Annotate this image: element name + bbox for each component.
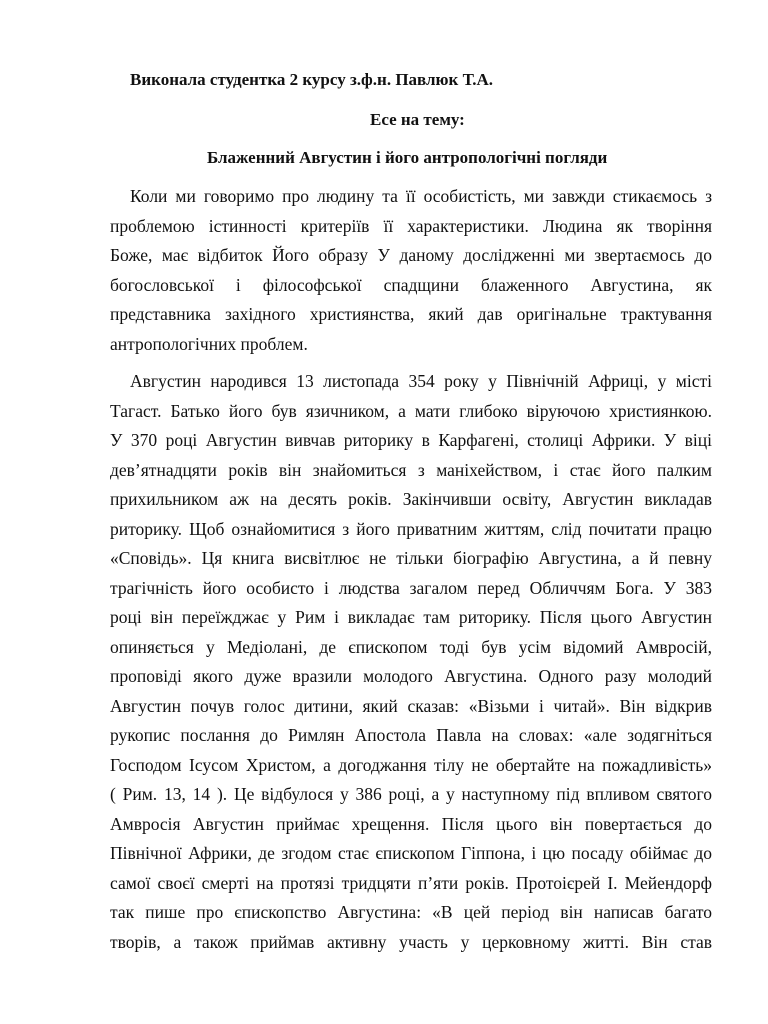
paragraph-line: так пише про єпископство Августина: «В цей період він написав багато — [110, 902, 712, 922]
paragraph-line: антропологічних проблем. — [110, 333, 308, 354]
paragraph-line: проповіді якого дуже вразили молодого Августина. Одного разу молодий — [110, 666, 712, 686]
paragraph-line: рукопис послання до Римлян Апостола Павла на словах: «але зодягніться — [110, 725, 712, 745]
paragraph-line: У 370 році Августин вивчав риторику в Карфагені, столиці Африки. У віці — [110, 430, 712, 450]
paragraph-2 — [110, 367, 712, 957]
paragraph-line: ( Рим. 13, 14 ). Це відбулося у 386 році, а у наступному під впливом святого — [110, 784, 712, 804]
paragraph-line: Господом Ісусом Христом, а догоджання тілу не обертайте на пожадливість» — [110, 754, 712, 775]
paragraph-line: представника західного християнства, який дав оригінальне трактування — [110, 304, 712, 324]
paragraph-line: «Сповідь». Ця книга висвітлює не тільки біографію Августина, а й певну — [110, 548, 712, 568]
paragraph-line: Августин народився 13 листопада 354 року у Північній Африці, у місті — [130, 371, 712, 391]
paragraph-line: Августин почув голос дитини, який сказав: «Візьми і читай». Він відкрив — [110, 695, 712, 716]
paragraph-line: опиняється у Медіолані, де єпископом тоді був усім відомий Амвросій, — [110, 636, 712, 657]
essay-label: Есе на тему: — [370, 110, 465, 129]
paragraph-line: дев’ятнадцяти років він знайомиться з маніхейством, і стає його палким — [110, 459, 712, 480]
paragraph-line: прихильником аж на десять років. Закінчивши освіту, Августин викладав — [110, 489, 712, 509]
paragraph-line: Північної Африки, де згодом стає єпископом Гіппона, і цю посаду обіймає до — [110, 843, 712, 863]
paragraph-line: році він переїжджає у Рим і викладає там риторику. Після цього Августин — [110, 607, 712, 627]
paragraph-line: риторику. Щоб ознайомитися з його приватним життям, слід почитати працю — [110, 518, 712, 539]
paragraph-line: Амвросія Августин приймає хрещення. Після цього він повертається до — [110, 813, 712, 834]
author-line: Виконала студентка 2 курсу з.ф.н. Павлюк Т.А. — [130, 70, 494, 89]
paragraph-line: Коли ми говоримо про людину та її особистість, ми завжди стикаємось з — [130, 186, 712, 206]
paragraph-line: трагічність його особисто і людства загалом перед Обличчям Бога. У 383 — [110, 577, 712, 598]
paragraph-line: Тагаст. Батько його був язичником, а мати глибоко віруючою християнкою. — [110, 400, 712, 421]
paragraph-line: творів, а також приймав активну участь у церковному житті. Він став — [110, 931, 712, 952]
paragraph-line: Боже, має відбиток Його образу У даному дослідженні ми звертаємось до — [110, 245, 712, 265]
paragraph-line: богословської і філософської спадщини блаженного Августина, як — [110, 274, 712, 295]
paragraph-line: самої своєї смерті на протязі тридцяти п’яти років. Протоієрей І. Мейендорф — [110, 872, 712, 893]
paragraph-line: проблемою істинності критеріїв її характеристики. Людина як творіння — [110, 215, 712, 236]
paragraph-1 — [110, 182, 712, 359]
essay-title: Блаженний Августин і його антропологічні погляди — [207, 148, 608, 167]
